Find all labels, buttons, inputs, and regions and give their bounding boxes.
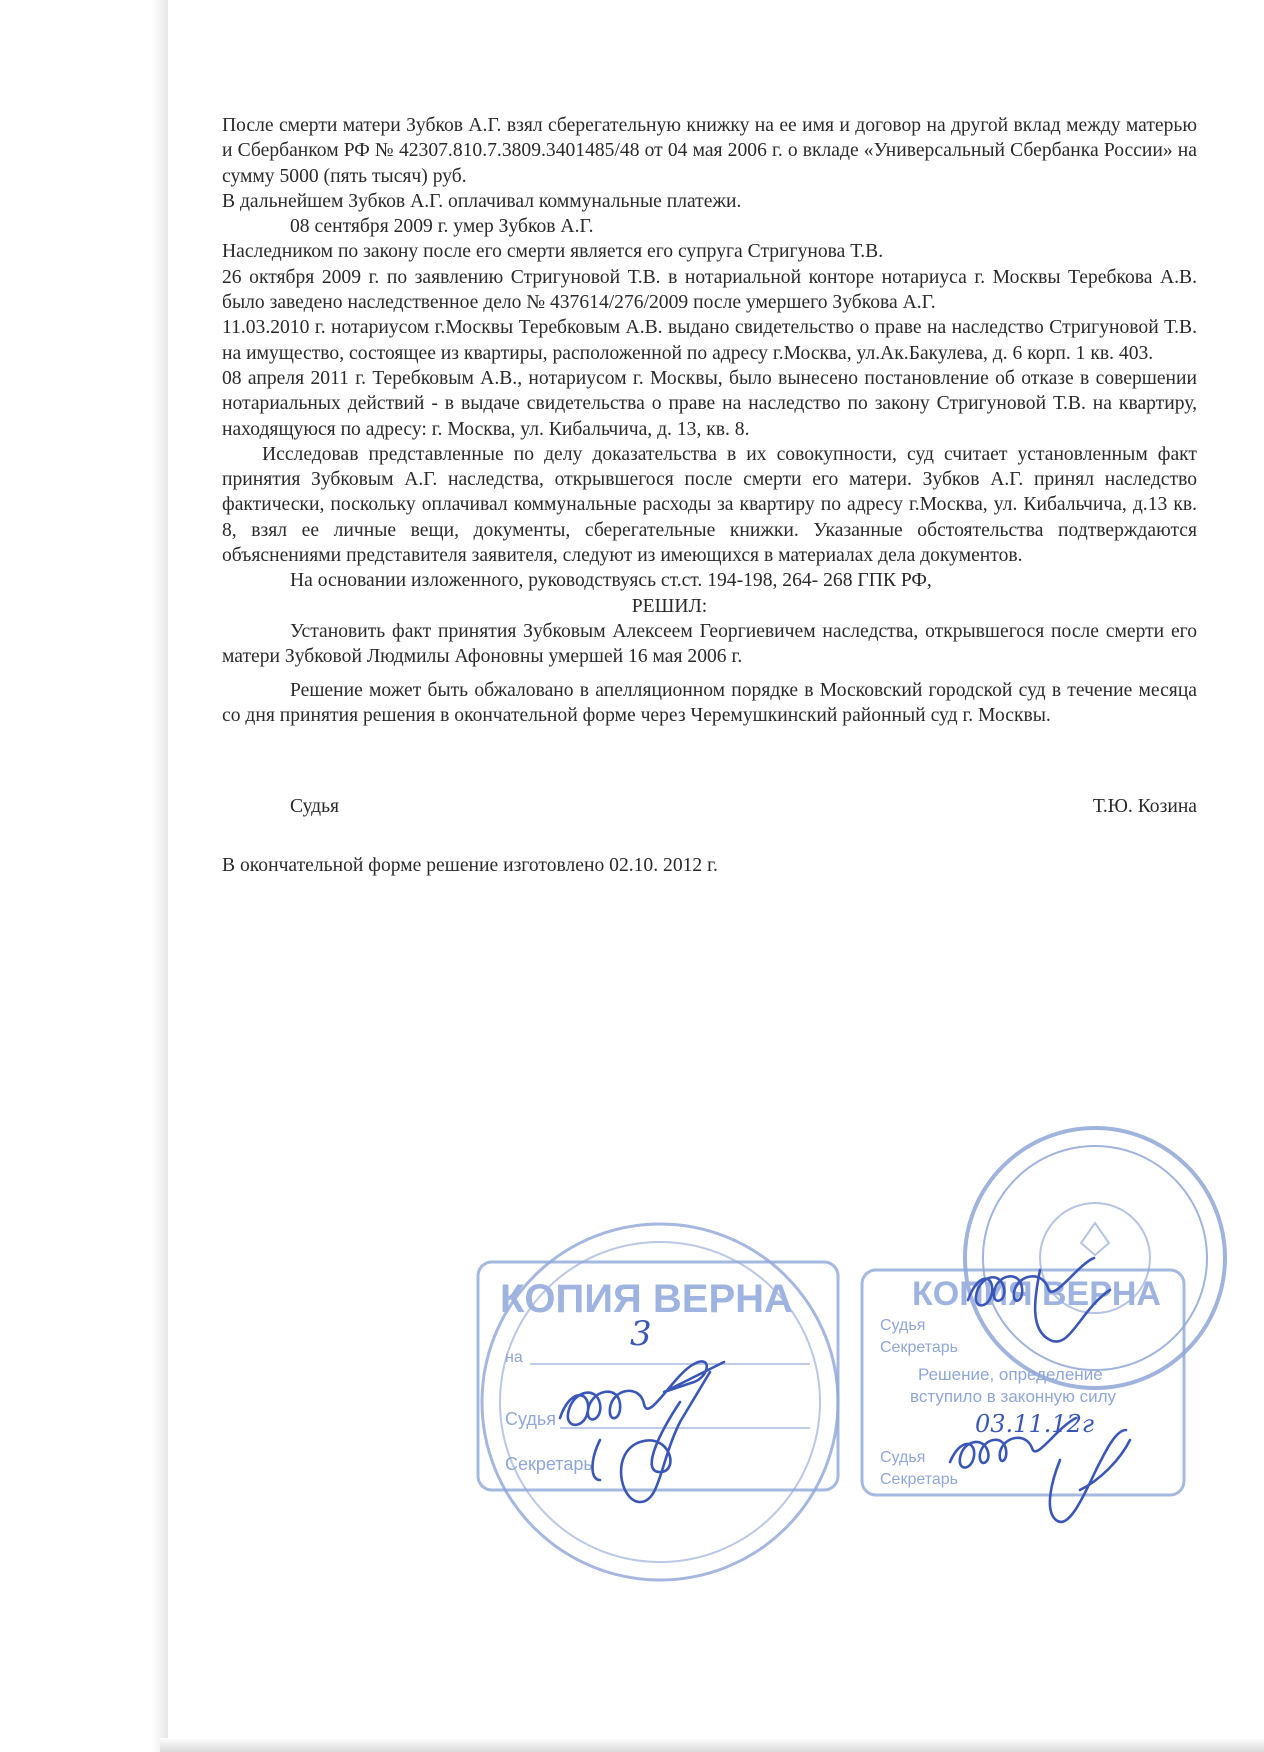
stamp-right-text1: Решение, определение [918,1365,1103,1384]
paragraph-savings-book: После смерти матери Зубков А.Г. взял сберегательную книжку на ее имя и договор на другой вклад между матерью и Сбербанком РФ № 42307.810.7.3809.3401485/48 от 04 мая 2006 г. о вкладе «Универсальный Сбербанка России» на сумму 5000 (пять тысяч) руб. [222,115,1197,187]
paragraph-certificate: 11.03.2010 г. нотариусом г.Москвы Теребковым А.В. выдано свидетельство о праве на наследство Стригуновой Т.В. на имущество, состоящее из квартиры, расположенной по адресу г.Москва, ул.Ак.Бакулева, д. 6 корп. 1 кв. 403. [222,317,1197,364]
stamp-left-line2: Судья [505,1409,557,1429]
stamp-right-text2: вступило в законную силу [910,1387,1117,1406]
paragraph-legal-basis: На основании изложенного, руководствуясь ст.ст. 194-198, 264- 268 ГПК РФ, [290,570,932,592]
stamp-right-line4: Секретарь [880,1471,958,1488]
signature-row [222,794,1197,819]
paragraph-refusal: 08 апреля 2011 г. Теребковым А.В., нотариусом г. Москвы, было вынесено постановление об отказе в совершении нотариальных действий - в выдаче свидетельства о праве на наследство по закону Стригуновой Т.В. на квартиру, находящуюся по адресу: г. Москва, ул. Кибальчича, д. 13, кв. 8. [222,367,1197,440]
paragraph-inheritance-case: 26 октября 2009 г. по заявлению Стригуновой Т.В. в нотариальной конторе нотариуса г. Москвы Теребкова А.В. было заведено наследственное дело № 437614/276/2009 после умершего Зубкова А.Г. [222,266,1197,314]
judge-name: Т.Ю. Козина [1092,796,1197,818]
paragraph-court-findings: Исследовав представленные по делу доказательства в их совокупности, суд считает установленным факт принятия Зубковым А.Г. наследства, открывшегося после смерти его матери. Зубков А.Г. принял наследство фактически, поскольку оплачивал коммунальные расходы за квартиру по адресу г.Москва, ул. Кибальчича, д.13 кв. 8, взял ее личные вещи, документы, сберегательные книжки. Указанные обстоятельства подтверждаются объяснениями представителя заявителя, следуют из имеющихся в материалах дела документов. [222,443,1197,567]
paragraph-decision: Установить факт принятия Зубковым Алексеем Георгиевичем наследства, открывшегося после смерти его матери Зубковой Людмилы Афоновны умершей 16 мая 2006 г. [222,620,1197,668]
handwritten-number: 3 [630,1314,652,1354]
paragraph-heir: Наследником по закону после его смерти является его супруга Стригунова Т.В. [222,241,884,263]
scan-edge-shadow [0,0,168,1752]
judge-title: Судья [290,796,340,818]
stamp-right-header: КОПИЯ ВЕРНА [912,1275,1161,1313]
document-body [222,113,1197,879]
decision-heading: РЕШИЛ: [631,595,708,617]
stamp-right-line3: Судья [880,1449,926,1466]
paragraph-utility-payments: В дальнейшем Зубков А.Г. оплачивал коммунальные платежи. [222,190,742,212]
paragraph-appeal: Решение может быть обжаловано в апелляционном порядке в Московский городской суд в течение месяца со дня принятия решения в окончательной форме через Черемушкинский районный суд г. Москвы. [222,679,1197,726]
paragraph-death-date: 08 сентября 2009 г. умер Зубков А.Г. [290,216,594,238]
document-page [222,0,1197,1752]
stamp-left-line3: Секретарь [505,1454,593,1474]
stamp-right-line2: Секретарь [880,1339,958,1356]
handwritten-date: 03.11.12г [975,1410,1095,1438]
final-form-note: В окончательной форме решение изготовлено 02.10. 2012 г. [222,855,718,877]
stamp-right-line1: Судья [880,1317,926,1334]
stamp-left-line1: на [505,1349,523,1366]
stamp-left-header: КОПИЯ ВЕРНА [500,1277,793,1321]
